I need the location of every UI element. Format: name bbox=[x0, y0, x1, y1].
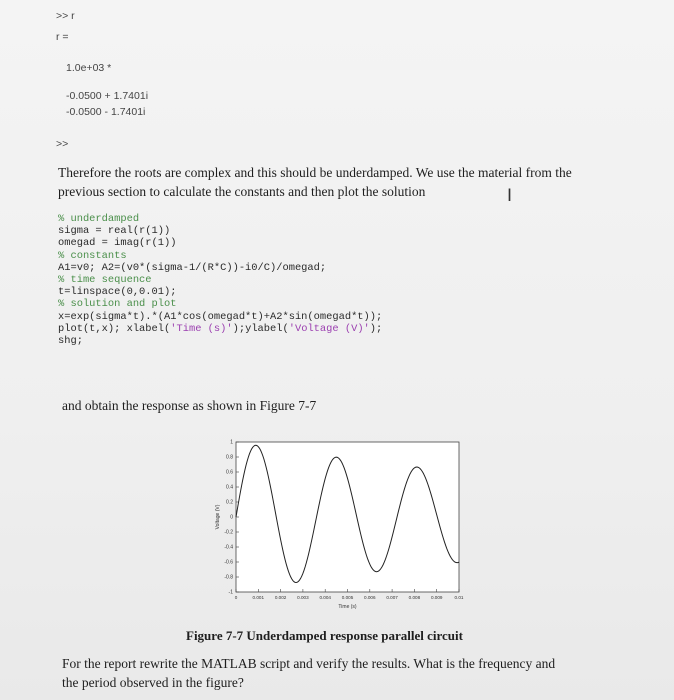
chart-y-tick-label: -0.6 bbox=[224, 559, 233, 566]
code-line: shg; bbox=[58, 335, 83, 348]
chart-x-tick-label: 0.01 bbox=[454, 595, 464, 600]
paragraph-response: and obtain the response as shown in Figure 7-7 bbox=[62, 398, 317, 413]
paragraph-roots-line-1: Therefore the roots are complex and this should be underdamped. We use the material from the bbox=[58, 165, 572, 180]
code-line: plot(t,x); xlabel('Time (s)');ylabel('Voltage (V)'); bbox=[58, 322, 383, 335]
report-question-line-2: the period observed in the figure? bbox=[62, 675, 244, 690]
chart-x-tick-label: 0.008 bbox=[408, 595, 421, 600]
chart-x-tick-label: 0.002 bbox=[274, 595, 287, 600]
chart-x-tick-label: 0 bbox=[234, 595, 238, 600]
console-root-2: -0.0500 - 1.7401i bbox=[66, 106, 146, 118]
chart-y-tick-label: 0.2 bbox=[226, 499, 233, 506]
chart-y-tick-label: 0.8 bbox=[226, 454, 233, 461]
console-command: >> r bbox=[56, 10, 75, 22]
console-var-header: r = bbox=[56, 31, 69, 43]
chart-x-tick-label: 0.004 bbox=[319, 595, 331, 600]
chart-y-tick-label: 0.6 bbox=[226, 469, 233, 476]
code-line: t=linspace(0,0.01); bbox=[58, 286, 177, 299]
chart-y-label: Voltage (V) bbox=[215, 504, 221, 530]
chart-x-tick-label: 0.003 bbox=[297, 595, 309, 600]
code-line: % time sequence bbox=[58, 274, 152, 287]
matlab-code-block bbox=[58, 213, 382, 347]
chart-y-tick-label: 0.4 bbox=[226, 484, 233, 491]
chart-y-tick-label: -0.4 bbox=[224, 544, 233, 551]
chart-x-tick-label: 0.001 bbox=[252, 595, 265, 600]
console-prompt: >> bbox=[56, 138, 69, 150]
chart-x-tick-label: 0.005 bbox=[341, 595, 354, 600]
report-question-line-1: For the report rewrite the MATLAB script and verify the results. What is the frequency and bbox=[62, 656, 556, 671]
chart-y-tick-label: 0 bbox=[230, 514, 233, 521]
chart-x-tick-label: 0.009 bbox=[430, 595, 443, 600]
code-line: sigma = real(r(1)) bbox=[58, 225, 171, 238]
code-line: % underdamped bbox=[58, 213, 140, 225]
code-line: % constants bbox=[58, 249, 127, 262]
console-scale: 1.0e+03 * bbox=[66, 62, 112, 74]
chart-x-tick-label: 0.007 bbox=[386, 595, 398, 600]
code-line: % solution and plot bbox=[58, 298, 177, 311]
code-line: omegad = imag(r(1)) bbox=[58, 237, 177, 250]
console-root-1: -0.0500 + 1.7401i bbox=[66, 90, 149, 102]
response-chart bbox=[210, 438, 470, 618]
text-cursor-icon: I bbox=[507, 186, 513, 206]
chart-y-tick-label: -0.2 bbox=[224, 529, 233, 536]
chart-plot-area bbox=[236, 442, 459, 592]
chart-x-tick-label: 0.006 bbox=[364, 595, 376, 600]
chart-x-label: Time (s) bbox=[338, 604, 357, 610]
chart-y-tick-label: -1 bbox=[228, 589, 233, 596]
code-line: x=exp(sigma*t).*(A1*cos(omegad*t)+A2*sin(omegad*t)); bbox=[58, 310, 383, 323]
figure-caption: Figure 7-7 Underdamped response parallel circuit bbox=[186, 628, 463, 643]
chart-y-tick-label: 1 bbox=[230, 439, 233, 446]
code-line: A1=v0; A2=(v0*(sigma-1/(R*C))-i0/C)/omegad; bbox=[58, 261, 327, 274]
chart-y-tick-label: -0.8 bbox=[224, 574, 233, 581]
paragraph-roots-line-2: previous section to calculate the constants and then plot the solution bbox=[58, 184, 426, 199]
